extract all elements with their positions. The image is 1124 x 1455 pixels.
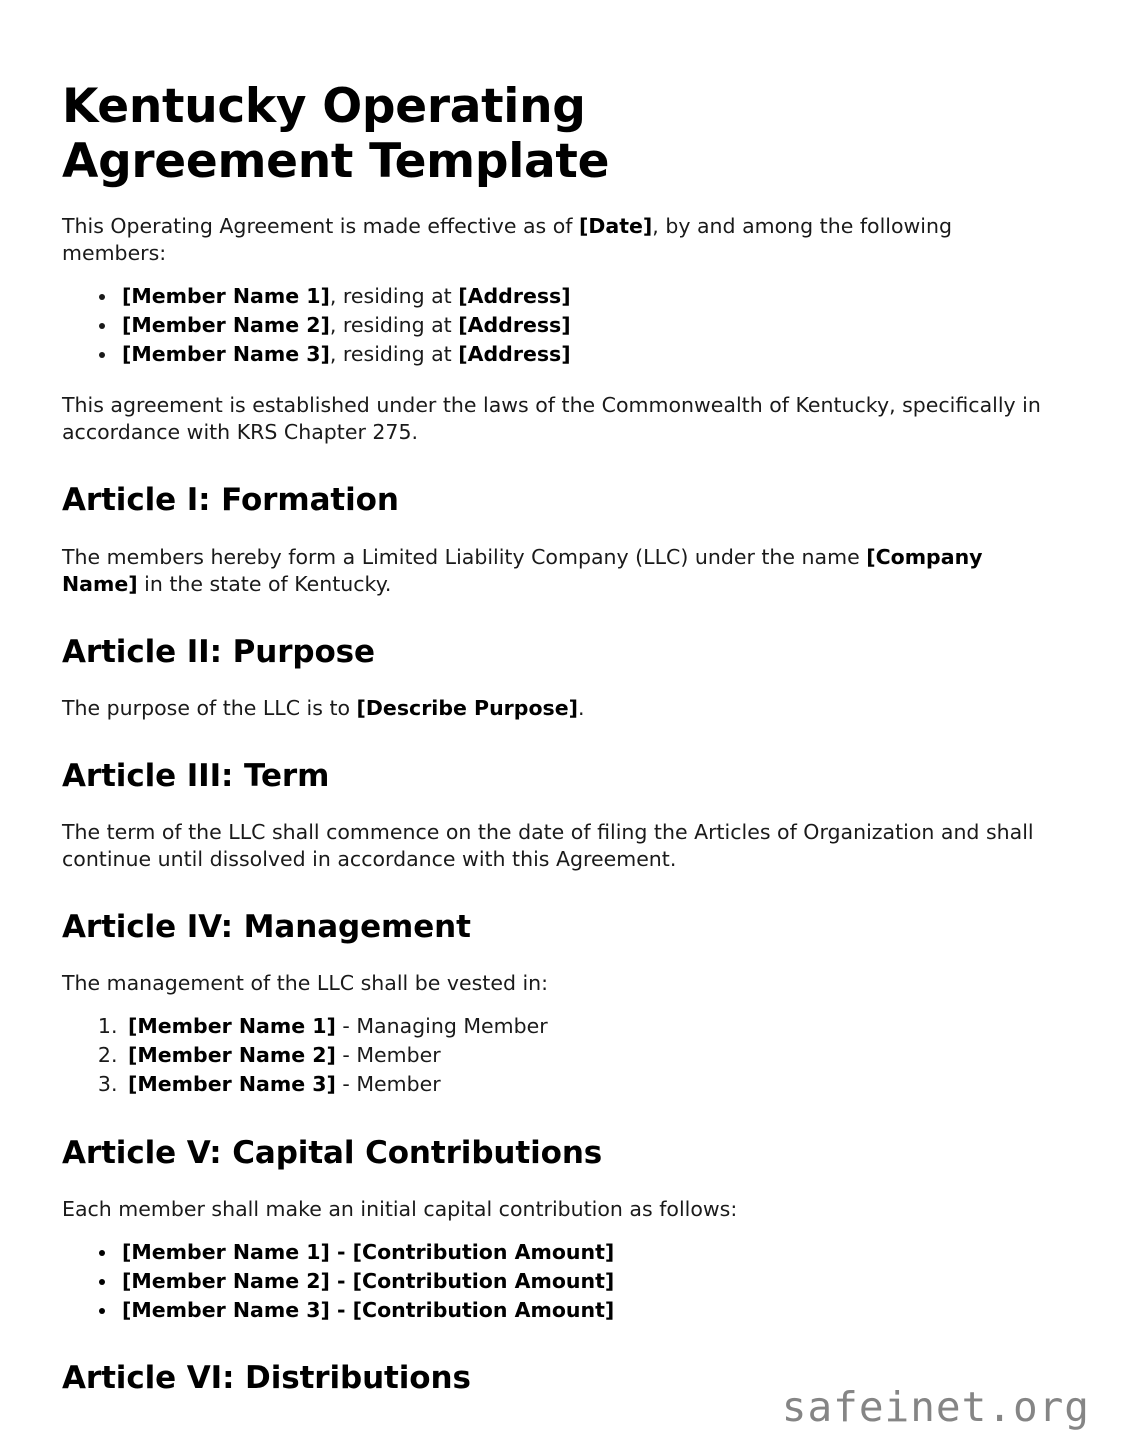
list-item [118,312,1062,339]
list-item: • [Member Name 3] - [Contribution Amount] [118,1297,1062,1324]
members-list [62,283,1062,368]
heading-article-v: Article V: Capital Contributions [62,1134,603,1171]
article-ii-text-before: The purpose of the LLC is to [62,695,357,720]
list-item [118,341,1062,368]
purpose-placeholder: [Describe Purpose] [356,695,579,720]
manager-name: [Member Name 2] [128,1043,336,1068]
article-ii-text-after: . [578,695,585,720]
date-placeholder: [Date] [579,214,653,239]
list-item [124,1013,1062,1040]
member-residing-text: , residing at [329,313,459,338]
article-i-text-after: in the state of Kentucky. [137,571,392,596]
article-i-text-before: The members hereby form a Limited Liability Company (LLC) under the name [62,544,867,569]
heading-article-ii: Article II: Purpose [62,633,375,670]
member-name: [Member Name 3] [122,342,330,367]
member-name: [Member Name 1] [122,284,330,309]
intro-lead-text: This Operating Agreement is made effective as of [62,214,579,239]
heading-article-iv: Article IV: Management [62,909,471,946]
manager-role: - Member [335,1072,441,1097]
article-ii-body [62,695,1052,722]
article-iv-body: The management of the LLC shall be vested in: [62,971,549,996]
heading-article-i: Article I: Formation [62,482,399,519]
management-list [62,1013,1062,1098]
member-address: [Address] [458,313,571,338]
contributions-list [62,1239,1062,1324]
governing-law-paragraph: This agreement is established under the laws of the Commonwealth of Kentucky, specifically in accordance with KRS Chapter 275. [62,393,1041,445]
manager-role: - Managing Member [335,1014,548,1039]
member-address: [Address] [458,342,571,367]
manager-name: [Member Name 3] [128,1072,336,1097]
manager-role: - Member [335,1043,441,1068]
heading-article-vi: Article VI: Distributions [62,1359,471,1396]
intro-paragraph [62,213,1052,267]
list-item: • [Member Name 1] - [Contribution Amount] [118,1239,1062,1266]
member-residing-text: , residing at [329,342,459,367]
list-item [118,283,1062,310]
article-i-body [62,544,1052,598]
list-item [124,1042,1062,1069]
article-v-body: Each member shall make an initial capital contribution as follows: [62,1196,738,1221]
member-residing-text: , residing at [329,284,459,309]
heading-article-iii: Article III: Term [62,757,330,794]
watermark: safeinet.org [781,1383,1090,1431]
page-title: Kentucky Operating Agreement Template [62,79,610,189]
article-iii-body: The term of the LLC shall commence on the date of filing the Articles of Organization and shall continue until dissolved in accordance with this Agreement. [62,820,1034,872]
list-item [124,1071,1062,1098]
member-name: [Member Name 2] [122,313,330,338]
member-address: [Address] [458,284,571,309]
list-item: • [Member Name 2] - [Contribution Amount] [118,1268,1062,1295]
intro-trailing-text: , by and among the following members: [62,214,952,266]
manager-name: [Member Name 1] [128,1014,336,1039]
company-name-placeholder: [Company Name] [62,544,983,596]
